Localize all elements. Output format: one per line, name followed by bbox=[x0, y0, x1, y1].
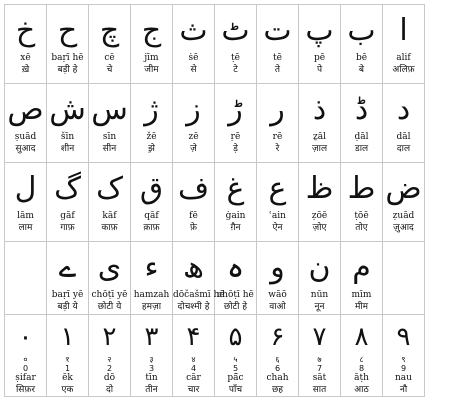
transliteration: ẓōē bbox=[311, 211, 328, 221]
cell-content bbox=[5, 9, 46, 87]
devanagari-name: जीम bbox=[144, 65, 159, 75]
devanagari-name: ड़े bbox=[233, 144, 238, 154]
urdu-numeral: ۶ bbox=[270, 322, 285, 352]
cell-content bbox=[89, 9, 130, 87]
devanagari-name: ते bbox=[274, 65, 281, 75]
cell-content bbox=[131, 88, 172, 166]
urdu-numeral: ۵ bbox=[228, 322, 243, 352]
cell-content bbox=[257, 319, 298, 400]
transliteration: gāf bbox=[60, 211, 75, 221]
letter-cell bbox=[299, 5, 341, 84]
devanagari-numeral: ९ bbox=[401, 355, 406, 364]
transliteration: nau bbox=[395, 373, 412, 383]
urdu-letter: چ bbox=[99, 13, 120, 48]
transliteration: ṛē bbox=[230, 132, 241, 142]
transliteration: tē bbox=[273, 53, 282, 63]
devanagari-name: गाफ़ bbox=[60, 223, 75, 233]
transliteration: ḍāl bbox=[354, 132, 369, 142]
numeral-cell bbox=[299, 315, 341, 397]
cell-content bbox=[341, 9, 382, 87]
numeral-cell bbox=[215, 315, 257, 397]
urdu-letter: ع bbox=[268, 171, 287, 206]
letter-cell bbox=[215, 242, 257, 315]
transliteration: cē bbox=[104, 53, 115, 63]
urdu-numeral: ٠ bbox=[18, 322, 33, 352]
transliteration: lām bbox=[17, 211, 34, 221]
letter-cell bbox=[383, 84, 425, 163]
devanagari-name: बड़ी हे bbox=[57, 65, 78, 75]
devanagari-name: अलिफ़ bbox=[392, 65, 415, 75]
urdu-letter: ل bbox=[14, 171, 37, 206]
letter-cell bbox=[173, 84, 215, 163]
cell-content bbox=[257, 167, 298, 245]
transliteration: ġain bbox=[225, 211, 246, 221]
letter-cell bbox=[173, 163, 215, 242]
urdu-letter: خ bbox=[15, 13, 36, 48]
cell-content bbox=[341, 88, 382, 166]
cell-content bbox=[299, 167, 340, 245]
transliteration: nūn bbox=[310, 290, 329, 300]
numeral-cell bbox=[89, 315, 131, 397]
devanagari-name: वाओ bbox=[269, 302, 286, 312]
letter-cell bbox=[131, 242, 173, 315]
urdu-letter: ش bbox=[49, 92, 86, 127]
cell-content bbox=[215, 9, 256, 87]
cell-content bbox=[383, 88, 424, 166]
urdu-letter: ز bbox=[186, 92, 201, 127]
letter-cell bbox=[257, 242, 299, 315]
devanagari-name: सात bbox=[312, 385, 327, 395]
cell-content bbox=[173, 9, 214, 87]
devanagari-name: हमज़ा bbox=[141, 302, 162, 312]
transliteration: dōčašmī hē bbox=[173, 290, 225, 300]
devanagari-name: चे bbox=[106, 65, 113, 75]
letter-cell bbox=[383, 5, 425, 84]
letter-cell bbox=[299, 242, 341, 315]
cell-content bbox=[173, 319, 214, 400]
cell-content bbox=[47, 9, 88, 87]
devanagari-name: काफ़ bbox=[101, 223, 118, 233]
letter-cell bbox=[5, 163, 47, 242]
letter-cell bbox=[89, 163, 131, 242]
transliteration: qāf bbox=[144, 211, 159, 221]
letter-cell bbox=[257, 84, 299, 163]
devanagari-name: ज़ोए bbox=[312, 223, 327, 233]
cell-content bbox=[215, 319, 256, 400]
transliteration: bē bbox=[355, 53, 368, 63]
letter-cell bbox=[257, 163, 299, 242]
letter-cell bbox=[47, 242, 89, 315]
devanagari-name: एक bbox=[61, 385, 74, 395]
letter-cell bbox=[299, 163, 341, 242]
letter-cell bbox=[89, 5, 131, 84]
devanagari-name: आठ bbox=[354, 385, 369, 395]
devanagari-name: सुआद bbox=[15, 144, 36, 154]
devanagari-name: ज़े bbox=[190, 144, 197, 154]
cell-content bbox=[215, 167, 256, 245]
numeral-cell bbox=[5, 315, 47, 397]
cell-content bbox=[131, 167, 172, 245]
arabic-numeral: 9 bbox=[400, 364, 407, 373]
transliteration: chah bbox=[266, 373, 289, 383]
arabic-numeral: 1 bbox=[64, 364, 71, 373]
urdu-letter: ض bbox=[385, 171, 422, 206]
urdu-letter: ب bbox=[347, 13, 376, 48]
urdu-letter: پ bbox=[305, 13, 334, 48]
cell-content bbox=[383, 9, 424, 87]
cell-content bbox=[383, 167, 424, 245]
chart-row bbox=[5, 84, 425, 163]
chart-row bbox=[5, 163, 425, 242]
transliteration: ṣuād bbox=[14, 132, 37, 142]
letter-cell bbox=[341, 242, 383, 315]
letter-cell bbox=[131, 84, 173, 163]
urdu-letter: غ bbox=[226, 171, 245, 206]
transliteration: ēk bbox=[62, 373, 73, 383]
cell-content bbox=[89, 246, 130, 318]
urdu-letter: ر bbox=[270, 92, 285, 127]
devanagari-name: बड़ी ये bbox=[57, 302, 78, 312]
transliteration: ṭē bbox=[231, 53, 240, 63]
devanagari-name: डाल bbox=[354, 144, 369, 154]
transliteration: kāf bbox=[102, 211, 117, 221]
devanagari-numeral: ८ bbox=[359, 355, 364, 364]
devanagari-name: नौ bbox=[399, 385, 408, 395]
devanagari-name: रे bbox=[275, 144, 280, 154]
letter-cell bbox=[131, 5, 173, 84]
urdu-letter: ء bbox=[144, 250, 159, 285]
alphabet-grid bbox=[4, 4, 425, 397]
urdu-numeral: ۹ bbox=[396, 322, 411, 352]
transliteration: tīn bbox=[145, 373, 158, 383]
transliteration: ṭōē bbox=[354, 211, 369, 221]
urdu-letter: ے bbox=[58, 250, 77, 285]
cell-content bbox=[47, 167, 88, 245]
transliteration: hamzah bbox=[133, 290, 170, 300]
letter-cell bbox=[131, 163, 173, 242]
transliteration: alif bbox=[396, 53, 411, 63]
letter-cell bbox=[47, 163, 89, 242]
arabic-numeral: 0 bbox=[22, 364, 29, 373]
urdu-numeral: ۷ bbox=[312, 322, 327, 352]
numeral-cell bbox=[131, 315, 173, 397]
urdu-letter: ت bbox=[263, 13, 292, 48]
arabic-numeral: 4 bbox=[190, 364, 197, 373]
transliteration: baṛī yē bbox=[51, 290, 84, 300]
cell-content bbox=[131, 319, 172, 400]
transliteration: chōṭī hē bbox=[217, 290, 254, 300]
urdu-numeral: ۴ bbox=[186, 322, 201, 352]
cell-content bbox=[5, 319, 46, 400]
letter-cell bbox=[5, 84, 47, 163]
urdu-letter: ک bbox=[96, 171, 123, 206]
empty-cell bbox=[5, 242, 47, 315]
cell-content bbox=[341, 319, 382, 400]
devanagari-name: लाम bbox=[18, 223, 33, 233]
transliteration: ṣifar bbox=[15, 373, 36, 383]
urdu-letter: ن bbox=[308, 250, 331, 285]
urdu-numeral: ١ bbox=[60, 322, 75, 352]
letter-cell bbox=[173, 242, 225, 315]
devanagari-name: नून bbox=[314, 302, 325, 312]
urdu-letter: ھ bbox=[183, 250, 204, 285]
letter-cell bbox=[215, 84, 257, 163]
devanagari-name: छह bbox=[271, 385, 284, 395]
transliteration: dō bbox=[103, 373, 116, 383]
arabic-numeral: 2 bbox=[106, 364, 113, 373]
devanagari-name: ज़ुआद bbox=[393, 223, 414, 233]
cell-content bbox=[173, 167, 214, 245]
cell-content bbox=[341, 167, 382, 245]
urdu-letter: ث bbox=[179, 13, 208, 48]
devanagari-name: से bbox=[190, 65, 197, 75]
numeral-cell bbox=[341, 315, 383, 397]
transliteration: sāt bbox=[312, 373, 327, 383]
cell-content bbox=[89, 167, 130, 245]
devanagari-name: दाल bbox=[396, 144, 411, 154]
arabic-numeral: 7 bbox=[316, 364, 323, 373]
transliteration: āṭh bbox=[354, 373, 369, 383]
letter-cell bbox=[341, 5, 383, 84]
transliteration: baṛī hē bbox=[51, 53, 84, 63]
chart-row bbox=[5, 315, 425, 397]
letter-cell bbox=[257, 5, 299, 84]
cell-content bbox=[89, 319, 130, 400]
devanagari-name: पे bbox=[316, 65, 323, 75]
devanagari-name: ख़े bbox=[21, 65, 30, 75]
transliteration: zē bbox=[188, 132, 199, 142]
urdu-letter: ٹ bbox=[221, 13, 250, 48]
devanagari-name: दो bbox=[105, 385, 114, 395]
devanagari-name: फ़े bbox=[190, 223, 197, 233]
arabic-numeral: 3 bbox=[148, 364, 155, 373]
devanagari-numeral: ० bbox=[23, 355, 28, 364]
cell-content bbox=[257, 9, 298, 87]
urdu-numeral: ٢ bbox=[102, 322, 117, 352]
cell-content bbox=[299, 9, 340, 87]
transliteration: žē bbox=[146, 132, 157, 142]
urdu-letter: ڈ bbox=[354, 92, 369, 127]
letter-cell bbox=[5, 5, 47, 84]
letter-cell bbox=[215, 163, 257, 242]
transliteration: jīm bbox=[144, 53, 159, 63]
cell-content bbox=[173, 246, 225, 318]
urdu-numeral: ٣ bbox=[144, 322, 159, 352]
cell-content bbox=[383, 319, 424, 400]
letter-cell bbox=[89, 84, 131, 163]
devanagari-name: झ़े bbox=[148, 144, 155, 154]
urdu-letter: د bbox=[396, 92, 411, 127]
transliteration: ṡē bbox=[188, 53, 199, 63]
transliteration: wāō bbox=[268, 290, 287, 300]
devanagari-numeral: २ bbox=[107, 355, 112, 364]
devanagari-numeral: ३ bbox=[149, 355, 154, 364]
transliteration: ʿain bbox=[269, 211, 286, 221]
urdu-letter: و bbox=[270, 250, 285, 285]
transliteration: šīn bbox=[60, 132, 75, 142]
transliteration: sīn bbox=[102, 132, 117, 142]
transliteration: chōṭī yē bbox=[91, 290, 128, 300]
devanagari-numeral: ६ bbox=[275, 355, 280, 364]
devanagari-numeral: ७ bbox=[317, 355, 322, 364]
devanagari-name: तोए bbox=[355, 223, 368, 233]
urdu-letter: ی bbox=[97, 250, 122, 285]
devanagari-name: शीन bbox=[60, 144, 75, 154]
urdu-letter: ڑ bbox=[228, 92, 243, 127]
cell-content bbox=[299, 88, 340, 166]
numeral-cell bbox=[383, 315, 425, 397]
letter-cell bbox=[383, 163, 425, 242]
transliteration: rē bbox=[272, 132, 283, 142]
transliteration: fē bbox=[189, 211, 198, 221]
devanagari-name: बे bbox=[358, 65, 365, 75]
cell-content bbox=[5, 88, 46, 166]
urdu-letter: ف bbox=[177, 171, 210, 206]
urdu-letter: س bbox=[91, 92, 128, 127]
devanagari-name: टे bbox=[233, 65, 238, 75]
transliteration: dāl bbox=[396, 132, 411, 142]
urdu-letter: ا bbox=[399, 13, 408, 48]
cell-content bbox=[215, 246, 256, 318]
urdu-letter: ق bbox=[139, 171, 164, 206]
cell-content bbox=[47, 319, 88, 400]
urdu-letter: ظ bbox=[305, 171, 334, 206]
devanagari-numeral: ५ bbox=[233, 355, 238, 364]
arabic-numeral: 6 bbox=[274, 364, 281, 373]
arabic-numeral: 5 bbox=[232, 364, 239, 373]
devanagari-name: तीन bbox=[145, 385, 158, 395]
devanagari-name: चार bbox=[187, 385, 200, 395]
cell-content bbox=[257, 88, 298, 166]
cell-content bbox=[173, 88, 214, 166]
cell-content bbox=[5, 167, 46, 245]
urdu-letter: ہ bbox=[226, 250, 245, 285]
cell-content bbox=[299, 319, 340, 400]
devanagari-name: ग़ैन bbox=[230, 223, 241, 233]
letter-cell bbox=[89, 242, 131, 315]
devanagari-name: दोचश्मी हे bbox=[177, 302, 210, 312]
devanagari-name: ऐन bbox=[272, 223, 283, 233]
urdu-letter: م bbox=[352, 250, 371, 285]
letter-cell bbox=[47, 5, 89, 84]
devanagari-numeral: ४ bbox=[191, 355, 196, 364]
transliteration: mīm bbox=[351, 290, 372, 300]
urdu-letter: ص bbox=[7, 92, 44, 127]
urdu-numeral: ۸ bbox=[354, 322, 369, 352]
chart-row bbox=[5, 242, 425, 315]
cell-content bbox=[299, 246, 340, 318]
cell-content bbox=[341, 246, 382, 318]
numeral-cell bbox=[47, 315, 89, 397]
numeral-cell bbox=[173, 315, 215, 397]
arabic-numeral: 8 bbox=[358, 364, 365, 373]
numeral-cell bbox=[257, 315, 299, 397]
devanagari-name: ज़ाल bbox=[311, 144, 328, 154]
cell-content bbox=[131, 246, 172, 318]
devanagari-name: मीम bbox=[354, 302, 369, 312]
empty-cell bbox=[383, 242, 425, 315]
transliteration: pē bbox=[313, 53, 326, 63]
letter-cell bbox=[215, 5, 257, 84]
cell-content bbox=[215, 88, 256, 166]
urdu-letter: ج bbox=[141, 13, 162, 48]
urdu-letter: ح bbox=[57, 13, 78, 48]
devanagari-name: छोटी ये bbox=[97, 302, 122, 312]
letter-cell bbox=[47, 84, 89, 163]
transliteration: ẕāl bbox=[313, 132, 326, 142]
urdu-letter: ذ bbox=[312, 92, 327, 127]
devanagari-name: सीन bbox=[102, 144, 117, 154]
letter-cell bbox=[341, 163, 383, 242]
devanagari-name: पाँच bbox=[228, 385, 243, 395]
chart-row bbox=[5, 5, 425, 84]
cell-content bbox=[89, 88, 130, 166]
transliteration: pā̃c bbox=[227, 373, 244, 383]
urdu-letter: گ bbox=[54, 171, 81, 206]
devanagari-name: सिफ़र bbox=[15, 385, 36, 395]
letter-cell bbox=[299, 84, 341, 163]
urdu-letter: ژ bbox=[144, 92, 159, 127]
transliteration: ẓuād bbox=[392, 211, 415, 221]
cell-content bbox=[47, 246, 88, 318]
letter-cell bbox=[173, 5, 215, 84]
devanagari-name: क़ाफ़ bbox=[143, 223, 160, 233]
cell-content bbox=[257, 246, 298, 318]
cell-content bbox=[131, 9, 172, 87]
urdu-letter: ط bbox=[347, 171, 376, 206]
transliteration: cār bbox=[186, 373, 201, 383]
cell-content bbox=[47, 88, 88, 166]
letter-cell bbox=[341, 84, 383, 163]
devanagari-numeral: १ bbox=[65, 355, 70, 364]
transliteration: xē bbox=[20, 53, 31, 63]
devanagari-name: छोटी हे bbox=[223, 302, 248, 312]
